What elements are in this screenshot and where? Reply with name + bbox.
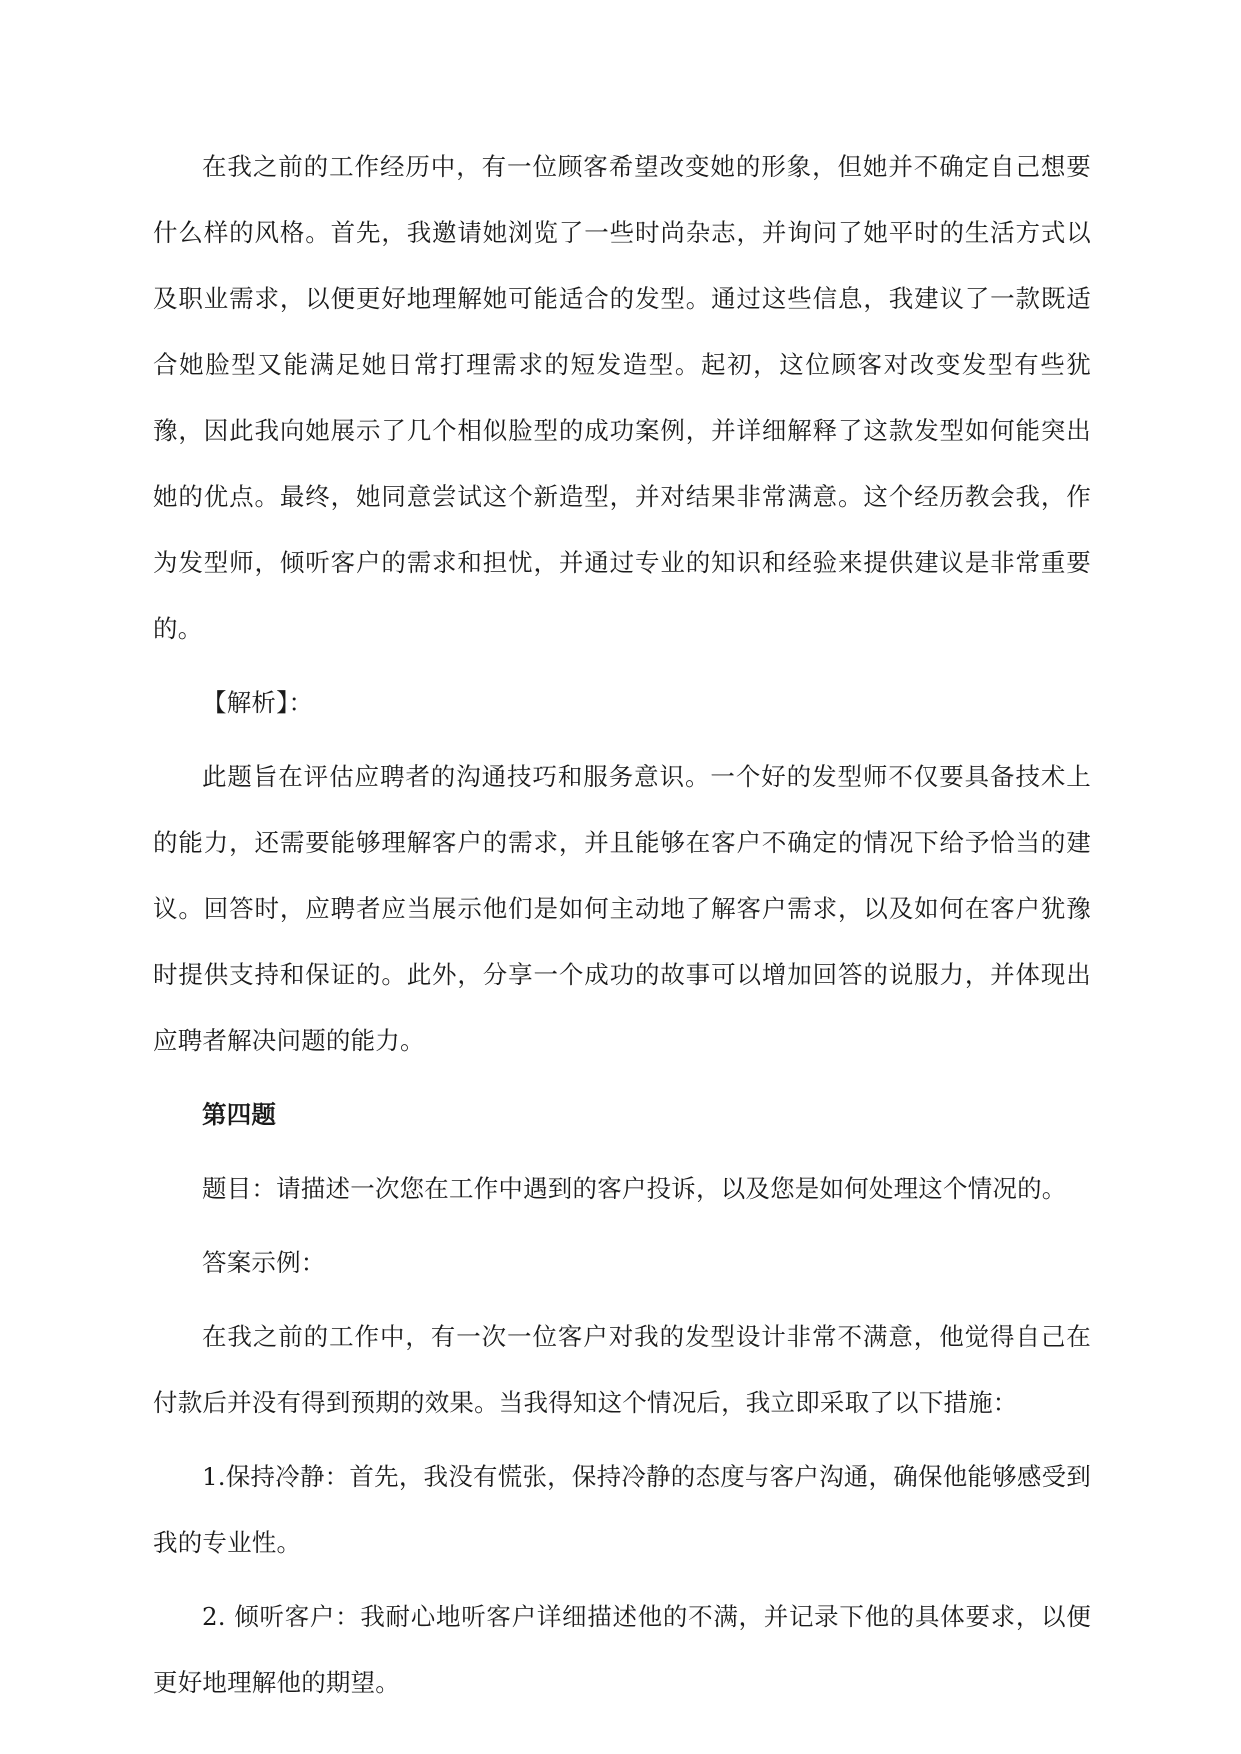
analysis-label: 【解析】：: [202, 688, 314, 717]
answer-paragraph-2: 在我之前的工作中，有一次一位客户对我的发型设计非常不满意，他觉得自己在付款后并没有得到预期的效果。当我得知这个情况后，我立即采取了以下措施：: [153, 1322, 1091, 1417]
question-prompt: 题目：请描述一次您在工作中遇到的客户投诉，以及您是如何处理这个情况的。: [202, 1174, 1067, 1203]
answer-paragraph-1: 在我之前的工作经历中，有一位顾客希望改变她的形象，但她并不确定自己想要什么样的风格。首先，我邀请她浏览了一些时尚杂志，并询问了她平时的生活方式以及职业需求，以便更好地理解她可能适合的发型。通过这些信息，我建议了一款既适合她脸型又能满足她日常打理需求的短发造型。起初，这位顾客对改变发型有些犹豫，因此我向她展示了几个相似脸型的成功案例，并详细解释了这款发型如何能突出她的优点。最终，她同意尝试这个新造型，并对结果非常满意。这个经历教会我，作为发型师，倾听客户的需求和担忧，并通过专业的知识和经验来提供建议是非常重要的。: [153, 152, 1091, 643]
step-1-paragraph: 1.保持冷静：首先，我没有慌张，保持冷静的态度与客户沟通，确保他能够感受到我的专业性。: [153, 1462, 1091, 1557]
question-four-heading: 第四题: [202, 1100, 277, 1129]
analysis-paragraph: 此题旨在评估应聘者的沟通技巧和服务意识。一个好的发型师不仅要具备技术上的能力，还需要能够理解客户的需求，并且能够在客户不确定的情况下给予恰当的建议。回答时，应聘者应当展示他们是如何主动地了解客户需求，以及如何在客户犹豫时提供支持和保证的。此外，分享一个成功的故事可以增加回答的说服力，并体现出应聘者解决问题的能力。: [153, 762, 1091, 1055]
step-2-paragraph: 2. 倾听客户：我耐心地听客户详细描述他的不满，并记录下他的具体要求，以便更好地理解他的期望。: [153, 1602, 1091, 1697]
answer-example-label: 答案示例：: [202, 1248, 326, 1277]
